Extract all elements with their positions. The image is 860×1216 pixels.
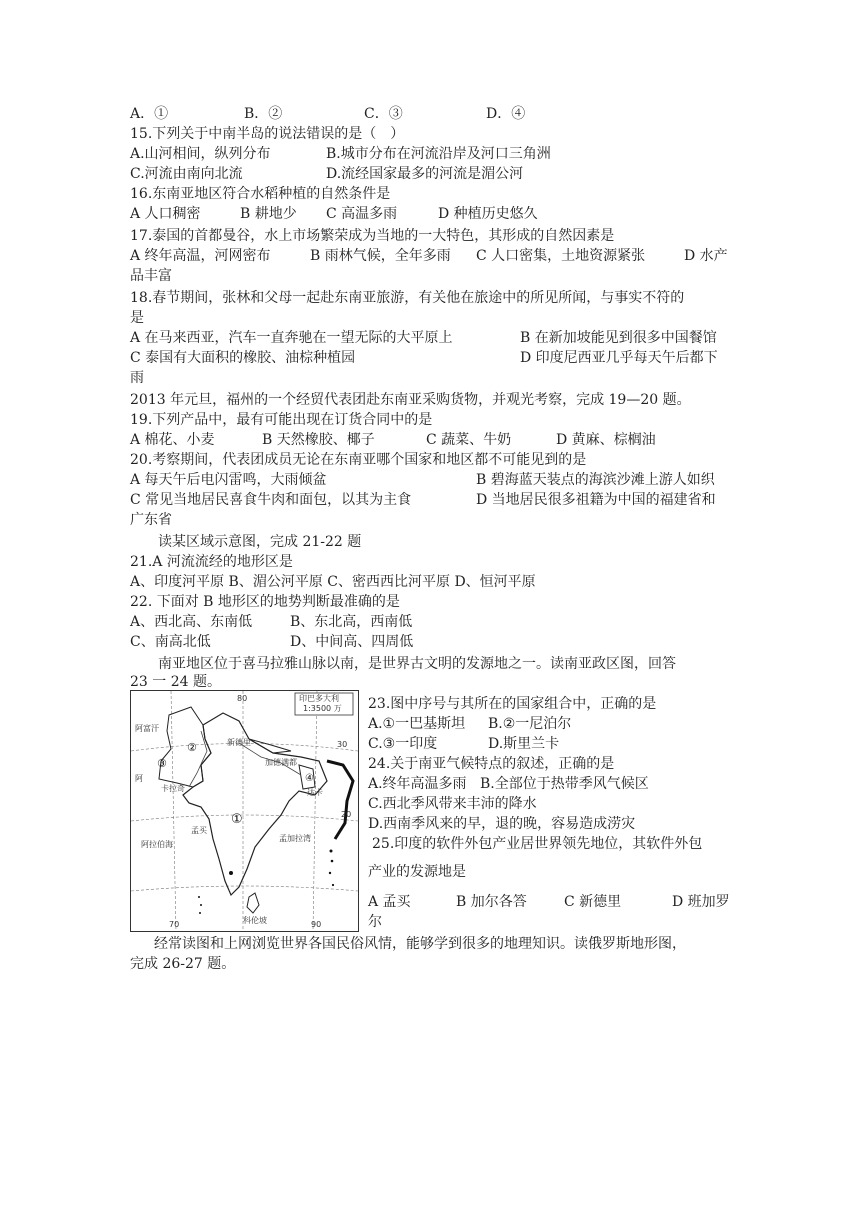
lon-90-label: 90 <box>311 920 322 929</box>
intro-23-24: 南亚地区位于喜马拉雅山脉以南，是世界古文明的发源地之一。读南亚政区图，回答 <box>158 656 676 672</box>
scale-label: 1:3500 万 <box>303 704 342 713</box>
q18-stem: 18.春节期间，张林和父母一起赴东南亚旅游，有关他在旅途中的所见所闻，与事实不符的 <box>130 290 685 306</box>
lon-70-line <box>171 691 176 931</box>
q25-option-d-cont: 尔 <box>368 914 382 930</box>
q25-option-a: A 孟买 <box>368 894 411 910</box>
q20-option-a: A 每天午后电闪雷鸣，大雨倾盆 <box>130 472 327 488</box>
south-asia-map-svg <box>131 691 358 931</box>
iran-label: 阿 <box>135 774 143 783</box>
q23-option-d: D.斯里兰卡 <box>488 736 560 752</box>
q25-option-b: B 加尔各答 <box>456 894 527 910</box>
lon-70-label: 70 <box>169 920 180 929</box>
south-asia-map <box>130 690 359 932</box>
q17-stem: 17.泰国的首都曼谷，水上市场繁荣成为当地的一大特色，其形成的自然因素是 <box>130 228 615 244</box>
q25-stem-cont: 产业的发源地是 <box>368 864 466 880</box>
q19-option-b: B 天然橡胶、椰子 <box>262 432 375 448</box>
q22-option-d: D、中间高、四周低 <box>290 634 414 650</box>
q24-option-a: A.终年高温多雨 <box>368 776 467 792</box>
region-3-label: ③ <box>157 757 167 770</box>
maldives <box>198 896 202 914</box>
intro-26-27: 经常读图和上网浏览世界各国民俗风情，能够学到很多的地理知识。读俄罗斯地形图， <box>154 936 686 952</box>
q18-option-a: A 在马来西亚，汽车一直奔驰在一望无际的大平原上 <box>130 330 453 346</box>
q25-stem: 25.印度的软件外包产业居世界领先地位，其软件外包 <box>372 836 703 852</box>
q19-option-a: A 棉花、小麦 <box>130 432 215 448</box>
q16-option-c: C 高温多雨 <box>326 206 398 222</box>
q16-option-a: A 人口稠密 <box>130 206 201 222</box>
q20-option-d: D 当地居民很多祖籍为中国的福建省和 <box>476 492 716 508</box>
q14-option-b: B．② <box>244 106 283 122</box>
q18-option-b: B 在新加坡能见到很多中国餐馆 <box>520 330 717 346</box>
q23-option-b: B.②一尼泊尔 <box>488 716 572 732</box>
scale-title: 印巴多大利 <box>299 694 339 703</box>
region-2-label: ② <box>187 741 197 754</box>
intro-23-24-cont: 23 一 24 题。 <box>130 674 221 690</box>
q20-stem: 20.考察期间，代表团成员无论在东南亚哪个国家和地区都不可能见到的是 <box>130 452 587 468</box>
colombo-label: 科伦坡 <box>243 916 267 925</box>
bay-of-bengal-label: 孟加拉湾 <box>279 834 311 843</box>
q20-option-d-cont: 广东省 <box>130 512 172 528</box>
lat-20-label: 20 <box>341 810 352 819</box>
q15-option-d: D.流经国家最多的河流是湄公河 <box>326 166 524 182</box>
q18-option-d: D 印度尼西亚几乎每天午后都下 <box>520 350 718 366</box>
q20-option-b: B 碧海蓝天装点的海滨沙滩上游人如织 <box>476 472 715 488</box>
q14-option-d: D．④ <box>486 106 526 122</box>
q24-option-b: B.全部位于热带季风气候区 <box>480 776 649 792</box>
q18-option-c: C 泰国有大面积的橡胶、油棕种植园 <box>130 350 356 366</box>
q22-option-b: B、东北高，西南低 <box>290 614 413 630</box>
indus-river <box>189 731 207 787</box>
q22-stem: 22. 下面对 B 地形区的地势判断最准确的是 <box>130 594 400 610</box>
q25-option-c: C 新德里 <box>564 894 622 910</box>
q15-option-c: C.河流由南向北流 <box>130 166 243 182</box>
new-delhi-label: 新德里 <box>227 738 251 747</box>
q14-option-c: C．③ <box>364 106 403 122</box>
nepal-outline <box>249 739 291 753</box>
q15-option-a: A.山河相间，纵列分布 <box>130 146 271 162</box>
q17-option-b: B 雨林气候，全年多雨 <box>310 248 451 264</box>
q16-stem: 16.东南亚地区符合水稻种植的自然条件是 <box>130 186 391 202</box>
q21-stem: 21.A 河流流经的地形区是 <box>130 554 293 570</box>
city-dot <box>229 871 233 875</box>
q21-options: A、印度河平原 B、湄公河平原 C、密西西比河平原 D、恒河平原 <box>130 574 536 590</box>
q15-stem: 15.下列关于中南半岛的说法错误的是（ ） <box>130 126 405 142</box>
arabian-sea-label: 阿拉伯海 <box>141 840 173 849</box>
q24-option-c: C.西北季风带来丰沛的降水 <box>368 796 537 812</box>
q23-option-c: C.③一印度 <box>368 736 438 752</box>
intro-26-27-cont: 完成 26-27 题。 <box>130 956 236 972</box>
andaman-islands <box>329 850 334 887</box>
q24-option-d: D.西南季风来的早，退的晚，容易造成涝灾 <box>368 816 636 832</box>
lat-30-label: 30 <box>337 740 348 749</box>
q17-option-a: A 终年高温，河网密布 <box>130 248 271 264</box>
myanmar-coast <box>327 761 353 839</box>
region-1-label: ① <box>231 812 243 827</box>
karachi-label: 卡拉奇 <box>161 784 185 793</box>
q23-stem: 23.图中序号与其所在的国家组合中，正确的是 <box>368 696 657 712</box>
q22-option-c: C、南高北低 <box>130 634 211 650</box>
intro-19-20: 2013 年元旦，福州的一个经贸代表团赴东南亚采购货物，并观光考察，完成 19—20 题。 <box>130 392 691 408</box>
kathmandu-label: 加德满都 <box>265 758 297 767</box>
region-4-label: ④ <box>305 773 314 784</box>
lon-90-line <box>313 691 317 931</box>
lat-10-line <box>131 886 358 891</box>
q14-option-a: A．① <box>130 106 169 122</box>
lon-80-label: 80 <box>237 694 248 703</box>
q18-option-d-cont: 雨 <box>130 370 144 386</box>
q16-option-d: D 种植历史悠久 <box>438 206 538 222</box>
q16-option-b: B 耕地少 <box>240 206 297 222</box>
q15-option-b: B.城市分布在河流沿岸及河口三角洲 <box>326 146 551 162</box>
mumbai-label: 孟买 <box>191 826 207 835</box>
dhaka-label: 达卡 <box>307 788 323 797</box>
q19-option-d: D 黄麻、棕榈油 <box>556 432 656 448</box>
q17-option-d-cont: 品丰富 <box>130 268 172 284</box>
q19-stem: 19.下列产品中，最有可能出现在订货合同中的是 <box>130 412 433 428</box>
q25-option-d: D 班加罗 <box>672 894 730 910</box>
intro-21-22: 读某区域示意图，完成 21-22 题 <box>158 534 362 550</box>
q23-option-a: A.①一巴基斯坦 <box>368 716 466 732</box>
q18-stem-cont: 是 <box>130 310 144 326</box>
afghan-label: 阿富汗 <box>135 724 159 733</box>
q20-option-c: C 常见当地居民喜食牛肉和面包，以其为主食 <box>130 492 412 508</box>
q17-option-c: C 人口密集，土地资源紧张 <box>476 248 646 264</box>
q19-option-c: C 蔬菜、牛奶 <box>426 432 512 448</box>
lat-20-line <box>131 815 358 821</box>
q22-option-a: A、西北高、东南低 <box>130 614 253 630</box>
q17-option-d: D 水产 <box>684 248 728 264</box>
sri-lanka-outline <box>247 893 259 913</box>
q24-stem: 24.关于南亚气候特点的叙述，正确的是 <box>368 756 615 772</box>
graticule <box>131 691 358 931</box>
